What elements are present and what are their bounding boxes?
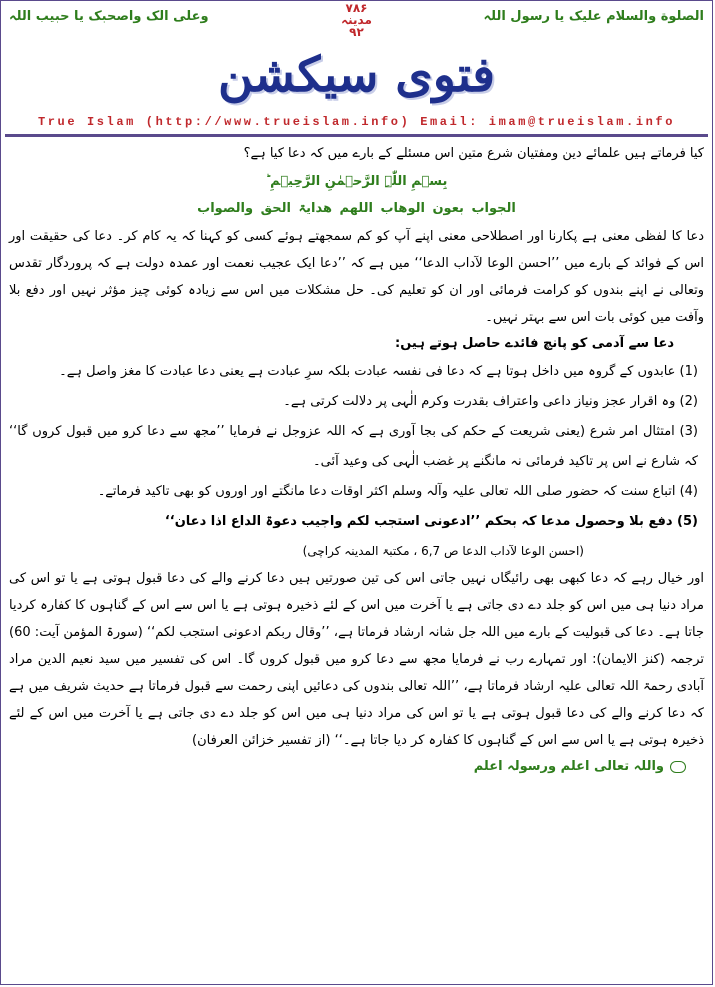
benefit-item: (2) وہ اقرار عجز ونیاز داعی واعتراف بقدرت وکرم الٰہی پر دلالت کرتی ہے۔ <box>283 394 698 409</box>
site-info-line: True Islam (http://www.trueislam.info) Email: imam@trueislam.info <box>37 115 676 129</box>
fatwa-number-line2: مدینہ <box>341 13 372 27</box>
answer-heading: الجواب بعون الوھاب اللھم ھدایۃ الحق والصواب <box>197 201 516 216</box>
benefit-item: (3) امتثال امر شرع (یعنی شریعت کے حکم کی بجا آوری ہے کہ اللہ عزوجل نے فرمایا ’’مجھ سے دعا کرو میں قبول کروں گا‘‘ کہ شارع نے اس پر تاکید فرمائی نہ مانگنے پر غضب الٰہی کی وعید آئی۔ <box>9 424 698 469</box>
final-paragraph: اور خیال رہے کہ دعا کبھی بھی رائیگاں نہیں جاتی اس کی تین صورتیں ہیں دعا کرنے والے کی دعا قبول ہوتی ہے یا تو اس کی مراد دنیا ہی میں اس کو جلد دے دی جاتی ہے یا آخرت میں اس کے لئے ذخیرہ ہوتی ہے یا اس سے اس کے گناہوں کا کفارہ کردیا جاتا ہے۔ دعا کی قبولیت کے بارے میں اللہ جل شانہ ارشاد فرماتا ہے، ’’وقال ربکم ادعونی استجب لکم‘‘ (سورۃ المؤمن آیت: 60) ترجمہ (کنز الایمان): اور تمہارے رب نے فرمایا مجھ سے دعا کرو میں قبول کروں گا۔ اس کی تفسیر میں سید نعیم الدین مراد آبادی رحمۃ اللہ تعالی علیہ ارشاد فرماتا ہے، ’’اللہ تعالی بندوں کی دعائیں اپنی رحمت سے قبول فرماتا ہے حدیث شریف میں ہے کہ دعا کرنے والے کی دعا قبول ہوتی ہے یا تو اس کی مراد دنیا ہی میں اس کو جلد دے دی جاتی ہے یا آخرت میں اس کے لئے ذخیرہ ہوتی ہے یا اس سے اس کے گناہوں کا کفارہ کر دیا جاتا ہے۔‘‘ (از تفسیر خزائن العرفان) <box>9 571 704 748</box>
salawat-left: وعلی الک واصحبک یا حبیب اللہ <box>9 9 209 24</box>
seal-icon <box>670 761 686 773</box>
benefits-heading: دعا سے آدمی کو پانچ فائدے حاصل ہوتے ہیں: <box>395 336 674 351</box>
fatwa-body <box>9 141 704 780</box>
benefit-item: (5) دفع بلا وحصول مدعا کہ بحکم ’’ادعونی استجب لکم واجیب دعوۃ الداع اذا دعان‘‘ <box>164 514 698 529</box>
fatwa-number-line3: ۹۲ <box>349 25 364 39</box>
closing-line <box>9 754 704 780</box>
salawat-right: الصلوة والسلام علیک یا رسول اللہ <box>483 9 704 24</box>
header-bar <box>1 1 712 39</box>
question-text: کیا فرماتے ہیں علمائے دین ومفتیان شرع متین اس مسئلے کے بارے میں کہ دعا کیا ہے؟ <box>243 146 704 161</box>
closing-text: واللہ تعالی اعلم ورسولہ اعلم <box>473 759 664 774</box>
page-title: فتوی سیکشن <box>217 47 496 103</box>
benefit-item: (1) عابدوں کے گروہ میں داخل ہوتا ہے کہ دعا فی نفسہ عبادت بلکہ سرِ عبادت ہے یعنی دعا عبادت کا مغز واصل ہے۔ <box>59 364 698 379</box>
benefit-item: (4) اتباع سنت کہ حضور صلی اللہ تعالی علیہ وآلہ وسلم اکثر اوقات دعا مانگتے اور اوروں کو بھی تاکید فرماتے۔ <box>97 484 698 499</box>
bismillah: بِسۡمِ اللّٰہِ الرَّحۡمٰنِ الرَّحِیۡمِ ؕ <box>265 174 448 189</box>
intro-paragraph: دعا کا لفظی معنی ہے پکارنا اور اصطلاحی معنی اپنے آپ کو کم سمجھتے ہوئے کسی کو کہنا کہ یہ کام کر۔ دعا کی حقیقت اور اس کے فوائد کے بارے میں ’’احسن الوعا لآداب الدعا‘‘ میں ہے کہ ’’دعا ایک عجیب نعمت اور عمدہ دولت ہے کہ پروردگار تقدس وتعالی نے اپنے بندوں کو کرامت فرمائی اور ان کو تعلیم کی۔ حل مشکلات میں اس سے زیادہ کوئی چیز مؤثر نہیں اور دفع بلا وآفت میں کوئی بات اس سے بہتر نہیں۔ <box>9 229 704 325</box>
header-divider <box>5 134 708 137</box>
fatwa-number-line1: ۷۸۶ <box>345 1 368 15</box>
reference-citation: (احسن الوعا لآداب الدعا ص 6,7 ، مکتبۃ المدینہ کراچی) <box>302 544 584 558</box>
